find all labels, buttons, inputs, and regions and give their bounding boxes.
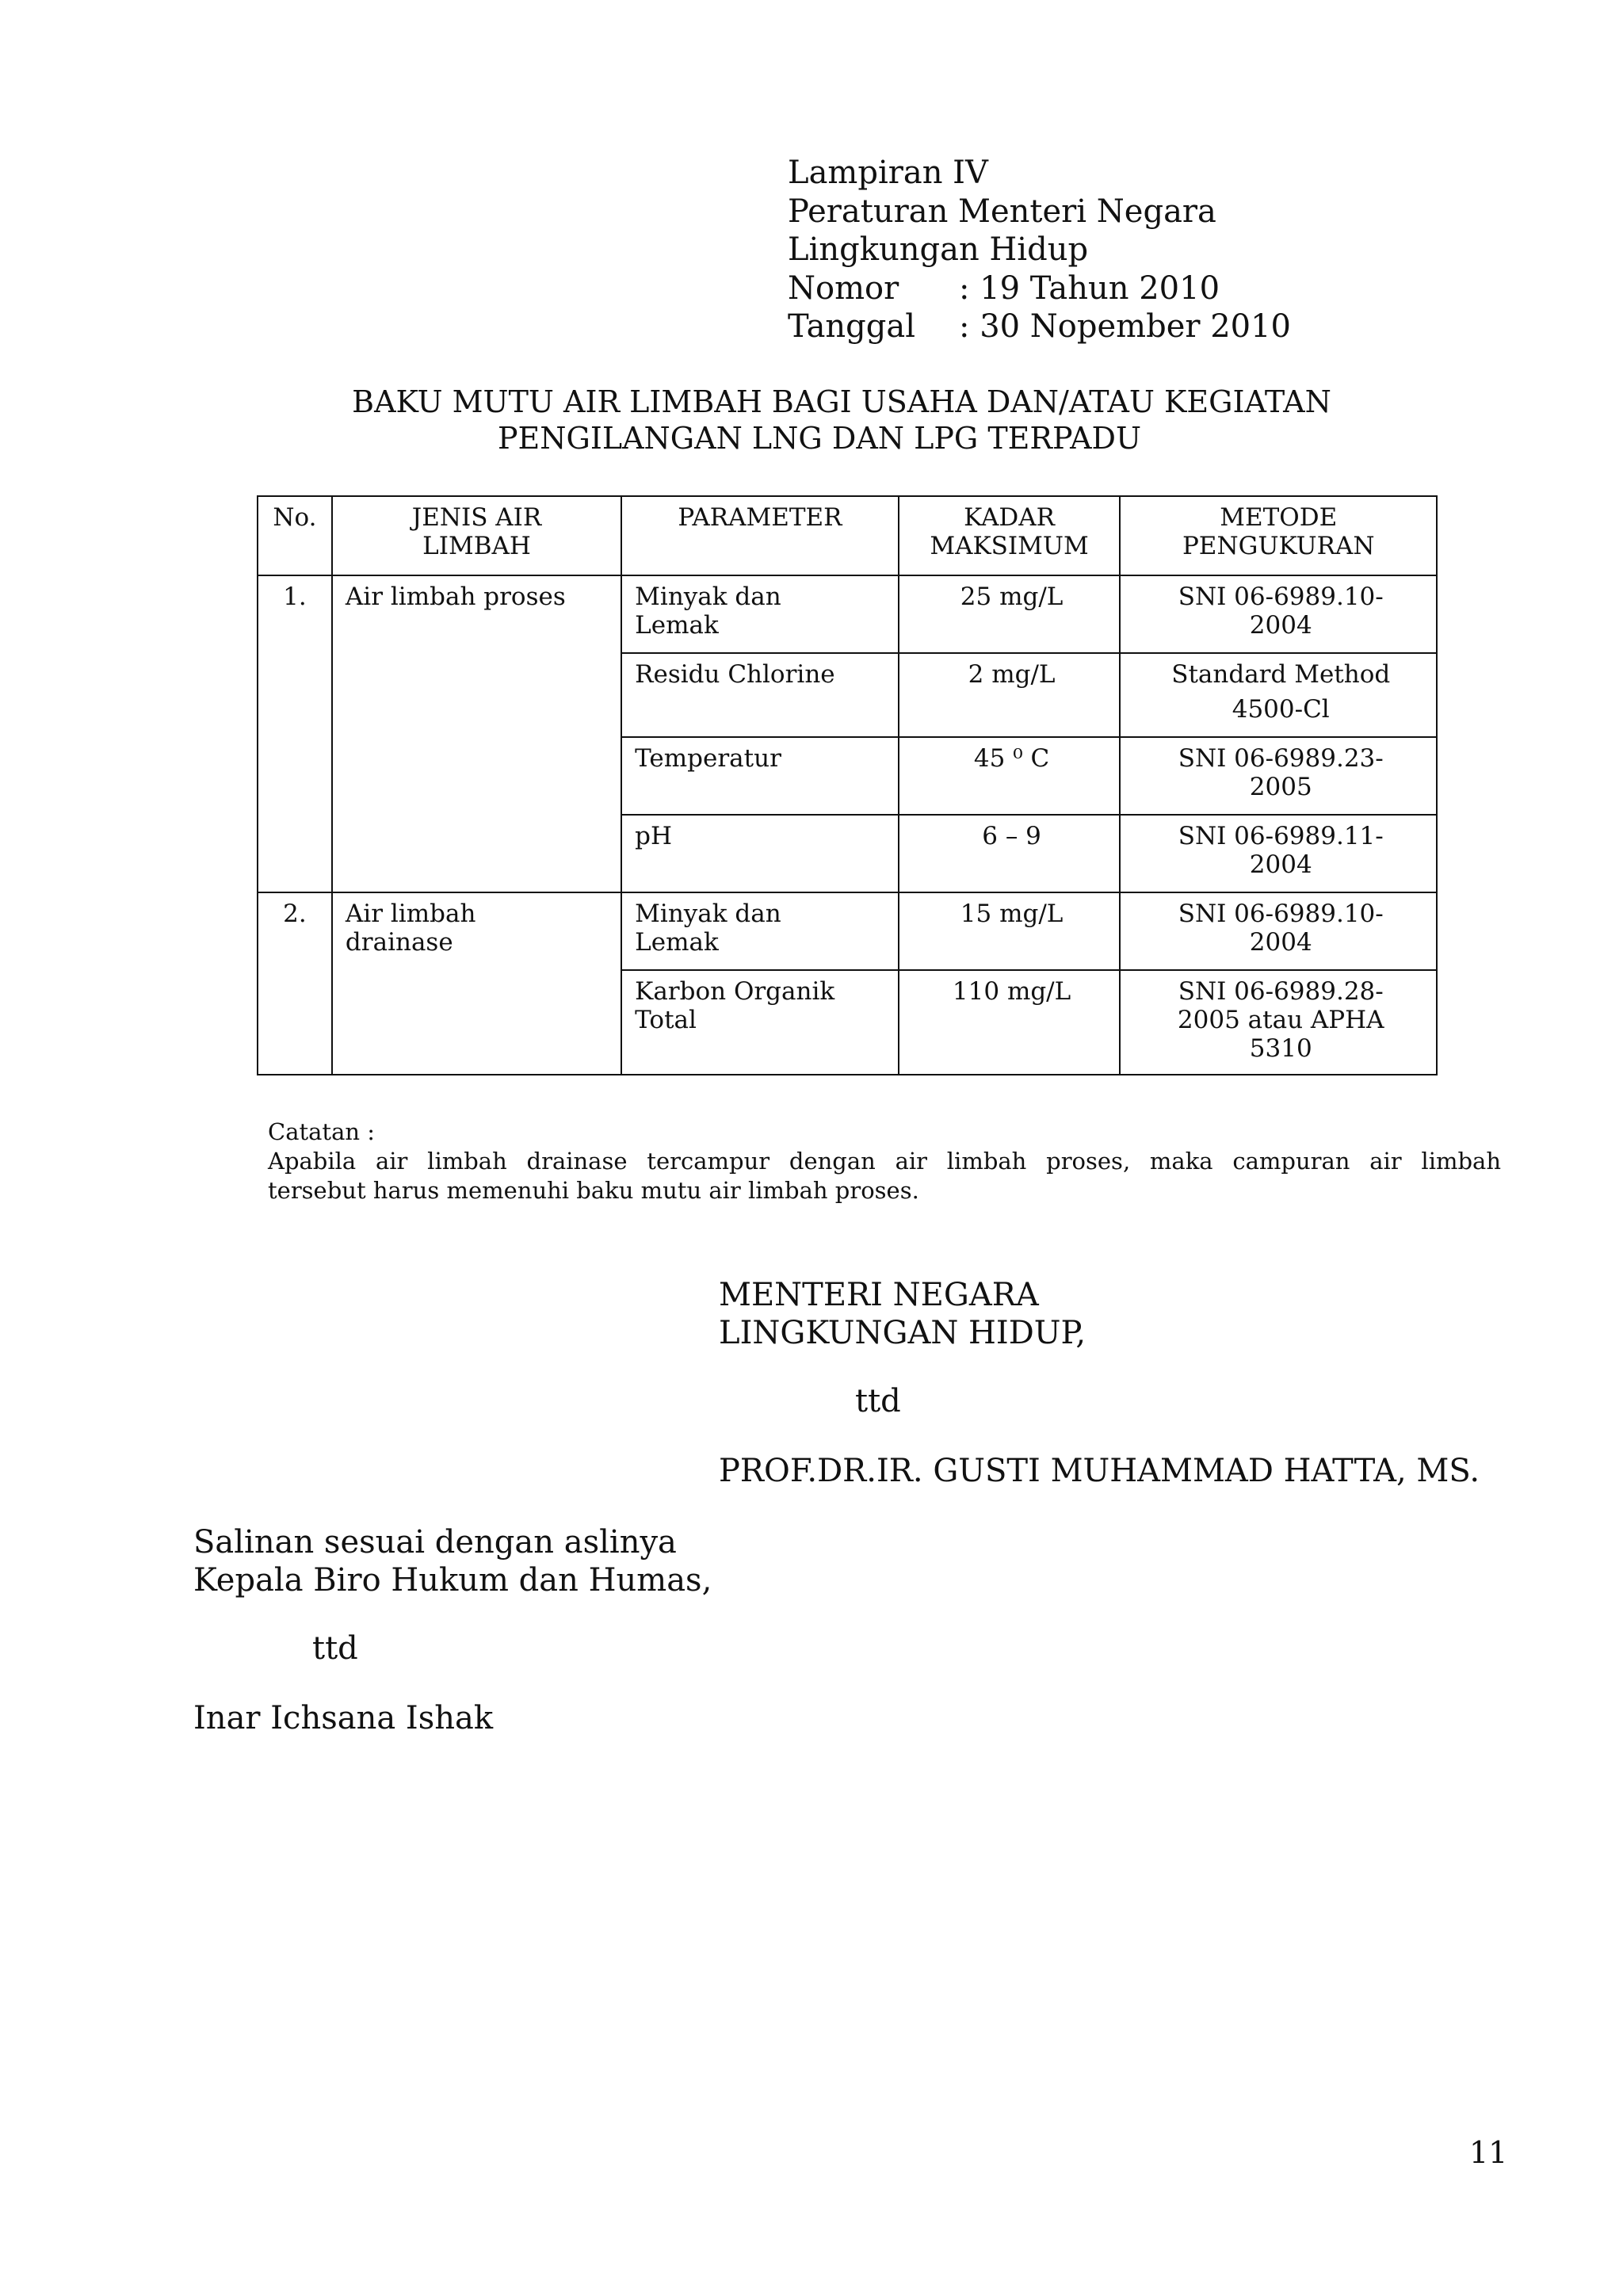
header-parameter: PARAMETER: [621, 496, 899, 575]
copy-line-1: Salinan sesuai dengan aslinya: [193, 1524, 677, 1561]
copy-signer-name: Inar Ichsana Ishak: [193, 1700, 494, 1736]
number-row: [788, 269, 1291, 308]
title-line-1: BAKU MUTU AIR LIMBAH BAGI USAHA DAN/ATAU KEGIATAN: [352, 384, 1331, 419]
method-cell: SNI 06-6989.11- 2004: [1120, 815, 1437, 892]
method-cell: Standard Method 4500-Cl: [1120, 653, 1437, 737]
max-level-cell: 25 mg/L: [899, 575, 1121, 653]
date-value: : 30 Nopember 2010: [959, 308, 1292, 345]
wastewater-type: Air limbah drainase: [332, 892, 621, 1075]
attachment-header: [788, 154, 1291, 346]
max-level-cell: 45 ⁰ C: [899, 737, 1121, 815]
minister-title-2: LINGKUNGAN HIDUP,: [719, 1315, 1086, 1351]
copy-ttd: ttd: [312, 1630, 358, 1667]
number-label: Nomor: [788, 269, 899, 307]
row-number: 1.: [258, 575, 332, 892]
document-title: [0, 384, 1623, 457]
row-number: 2.: [258, 892, 332, 1075]
max-level-cell: 15 mg/L: [899, 892, 1121, 970]
certified-copy-block: [193, 1523, 712, 1737]
minister-title-1: MENTERI NEGARA: [719, 1277, 1039, 1313]
note-line-1: Apabila air limbah drainase tercampur dengan air limbah proses, maka campuran air limbah: [268, 1148, 1501, 1175]
table-row: [258, 575, 1437, 653]
title-line-2: PENGILANGAN LNG DAN LPG TERPADU: [497, 421, 1142, 456]
header-metode: METODE PENGUKURAN: [1120, 496, 1437, 575]
copy-line-2: Kepala Biro Hukum dan Humas,: [193, 1562, 712, 1599]
method-cell: SNI 06-6989.10- 2004: [1120, 892, 1437, 970]
max-level-cell: 6 – 9: [899, 815, 1121, 892]
header-kadar: KADAR MAKSIMUM: [899, 496, 1121, 575]
parameter-cell: pH: [621, 815, 899, 892]
page-number: 11: [1469, 2135, 1508, 2170]
standards-table: [257, 495, 1438, 1075]
minister-signature-block: [719, 1276, 1480, 1490]
table-header-row: [258, 496, 1437, 575]
note-block: [268, 1117, 1501, 1205]
max-level-cell: 110 mg/L: [899, 970, 1121, 1075]
table-row: [258, 892, 1437, 970]
ministry-label: Lingkungan Hidup: [788, 231, 1089, 268]
minister-ttd: ttd: [855, 1383, 901, 1419]
parameter-cell: Minyak dan Lemak: [621, 575, 899, 653]
regulation-label: Peraturan Menteri Negara: [788, 193, 1216, 230]
max-level-cell: 2 mg/L: [899, 653, 1121, 737]
date-label: Tanggal: [788, 308, 916, 345]
parameter-cell: Temperatur: [621, 737, 899, 815]
wastewater-type: Air limbah proses: [332, 575, 621, 892]
note-label: Catatan :: [268, 1118, 376, 1145]
number-value: : 19 Tahun 2010: [959, 269, 1220, 307]
method-cell: SNI 06-6989.23- 2005: [1120, 737, 1437, 815]
header-no: No.: [258, 496, 332, 575]
attachment-label: Lampiran IV: [788, 155, 988, 191]
header-jenis: JENIS AIR LIMBAH: [332, 496, 621, 575]
parameter-cell: Karbon Organik Total: [621, 970, 899, 1075]
date-row: [788, 308, 1291, 346]
parameter-cell: Minyak dan Lemak: [621, 892, 899, 970]
method-cell: SNI 06-6989.10- 2004: [1120, 575, 1437, 653]
parameter-cell: Residu Chlorine: [621, 653, 899, 737]
method-cell: SNI 06-6989.28- 2005 atau APHA 5310: [1120, 970, 1437, 1075]
note-line-2: tersebut harus memenuhi baku mutu air limbah proses.: [268, 1177, 919, 1204]
minister-name: PROF.DR.IR. GUSTI MUHAMMAD HATTA, MS.: [719, 1453, 1480, 1489]
